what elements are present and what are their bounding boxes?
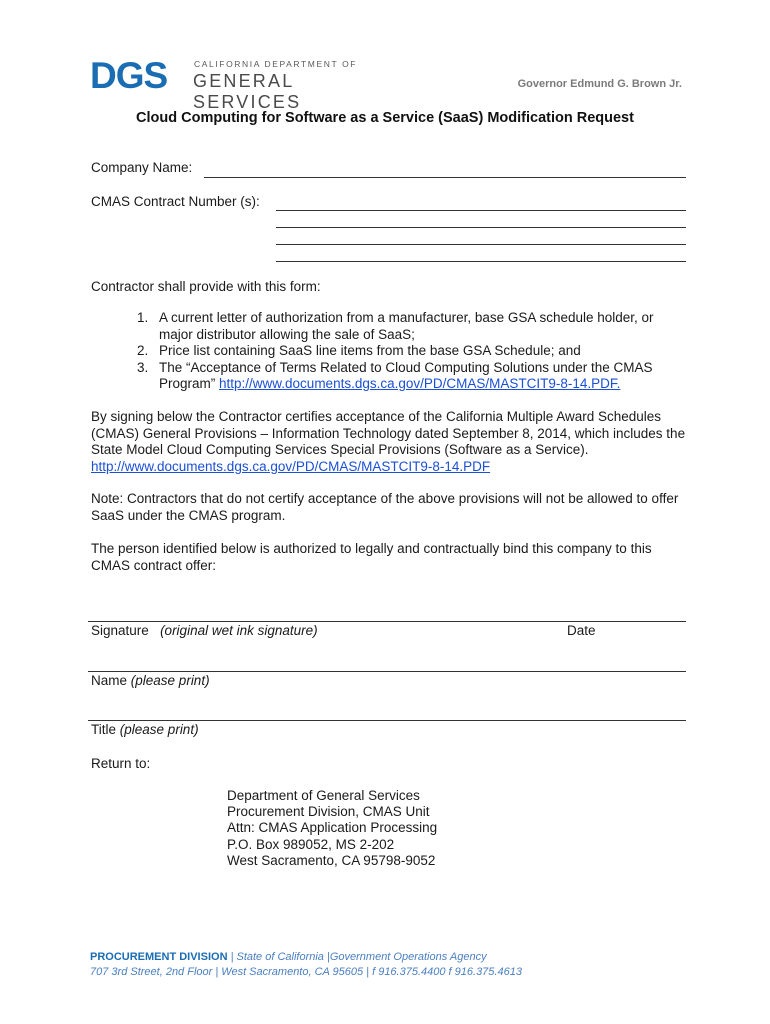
signature-line[interactable]	[88, 621, 686, 622]
title-label: Title (please print)	[91, 722, 199, 737]
footer-line-2: 707 3rd Street, 2nd Floor | West Sacramento, CA 95605 | f 916.375.4400 f 916.375.4613	[90, 966, 522, 978]
note-paragraph: Note: Contractors that do not certify acceptance of the above provisions will not be allowed to offer SaaS under the CMAS program.	[91, 491, 679, 523]
dgs-logo	[90, 55, 390, 112]
signature-label: Signature (original wet ink signature)	[91, 623, 318, 638]
name-label: Name (please print)	[91, 673, 210, 688]
requirements-list	[91, 310, 687, 393]
date-label: Date	[567, 623, 596, 638]
logo-mark: DGS	[90, 55, 168, 96]
list-item: 1. A current letter of authorization from a manufacturer, base GSA schedule holder, or major distributor allowing the sale of SaaS;	[137, 310, 654, 342]
cmas-number-field-3[interactable]	[276, 227, 686, 245]
company-name-field[interactable]	[204, 160, 686, 178]
footer-line-1: PROCUREMENT DIVISION | State of California |Government Operations Agency	[90, 951, 487, 963]
terms-link[interactable]: http://www.documents.dgs.ca.gov/PD/CMAS/MASTCIT9-8-14.PDF.	[219, 376, 621, 391]
list-item: 3. The “Acceptance of Terms Related to Cloud Computing Solutions under the CMAS Program” http://www.documents.dgs.ca.gov/PD/CMAS/MASTCIT9-8-14.PDF.	[137, 359, 653, 391]
mailing-address: Department of General Services Procurement Division, CMAS Unit Attn: CMAS Application Processing P.O. Box 989052, MS 2-202 West Sacramento, CA 95798-9052	[227, 788, 438, 868]
cmas-number-field-4[interactable]	[276, 244, 686, 262]
page-title: Cloud Computing for Software as a Service (SaaS) Modification Request	[136, 110, 634, 126]
return-to-label: Return to:	[91, 756, 151, 771]
logo-title: GENERAL SERVICES	[193, 71, 302, 112]
cmas-number-field-1[interactable]	[276, 193, 686, 211]
list-item: 2. Price list containing SaaS line items from the base GSA Schedule; and	[137, 343, 581, 358]
signing-paragraph: By signing below the Contractor certifies acceptance of the California Multiple Award Schedules (CMAS) General Provisions – Information Technology dated September 8, 2014, which includes the State Model Cloud Computing Services Special Provisions (Software as a Service). http://www.documents.dgs.ca.gov/PD/CMAS/MASTCIT9-8-14.PDF	[91, 409, 686, 474]
authorized-paragraph: The person identified below is authorized to legally and contractually bind this company to this CMAS contract offer:	[91, 541, 652, 573]
name-line[interactable]	[88, 671, 686, 672]
intro-text: Contractor shall provide with this form:	[91, 279, 321, 294]
logo-subtitle: CALIFORNIA DEPARTMENT OF	[194, 59, 358, 69]
provisions-link[interactable]: http://www.documents.dgs.ca.gov/PD/CMAS/MASTCIT9-8-14.PDF	[91, 458, 491, 474]
cmas-number-label: CMAS Contract Number (s):	[91, 194, 260, 209]
governor-name: Governor Edmund G. Brown Jr.	[517, 78, 682, 90]
title-line[interactable]	[88, 720, 686, 721]
company-name-label: Company Name:	[91, 160, 193, 175]
cmas-number-field-2[interactable]	[276, 210, 686, 228]
